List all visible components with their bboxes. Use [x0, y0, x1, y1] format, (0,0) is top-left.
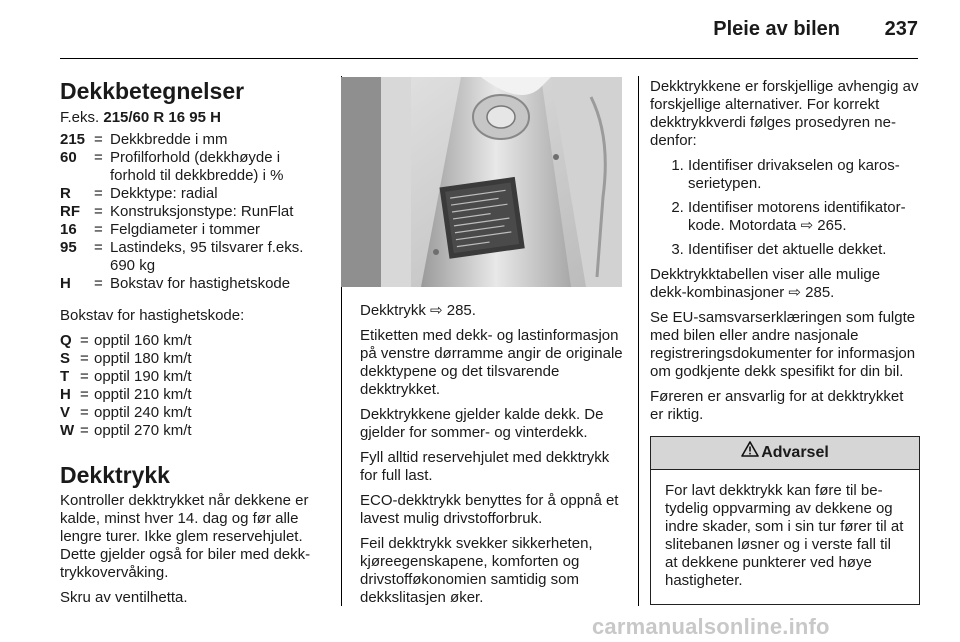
definition-row	[60, 149, 328, 185]
definition-text: Profilforhold (dekkhøyde i forhold til dekkbredde) i %	[110, 149, 284, 184]
definition-equals: =	[80, 404, 89, 421]
definition-key: S	[60, 350, 71, 367]
paragraph-driver-responsible: Føreren er ansvarlig for at dekktrykket er riktig.	[650, 388, 904, 423]
paragraph-pressure-ref: Dekktrykk ⇨ 285.	[360, 302, 476, 319]
heading-tyre-pressure: Dekktrykk	[60, 462, 170, 488]
designation-table	[60, 131, 328, 293]
warning-header	[651, 437, 919, 470]
definition-row	[60, 275, 328, 293]
paragraph-eco-pressure: ECO-dekktrykk benyttes for å oppnå et lavest mulig drivstofforbruk.	[360, 492, 619, 527]
paragraph-pressure-table: Dekktrykktabellen viser alle mulige dekk-kombinasjoner ⇨ 285.	[650, 266, 881, 301]
definition-equals: =	[94, 185, 103, 202]
definition-key: H	[60, 275, 71, 292]
definition-text: opptil 180 km/t	[94, 350, 192, 367]
example-code: 215/60 R 16 95 H	[103, 109, 221, 126]
definition-row	[60, 203, 328, 221]
definition-row	[60, 368, 192, 386]
definition-text: opptil 240 km/t	[94, 404, 192, 421]
definition-row	[60, 239, 328, 275]
header-rule	[60, 58, 918, 59]
definition-key: Q	[60, 332, 72, 349]
definition-equals: =	[80, 368, 89, 385]
definition-key: T	[60, 368, 70, 385]
watermark: carmanualsonline.info	[592, 614, 830, 639]
page-header	[60, 18, 918, 58]
column-2	[360, 302, 626, 614]
paragraph-valve-cap: Skru av ventilhetta.	[60, 589, 188, 606]
warning-box	[650, 436, 920, 605]
definition-row	[60, 221, 328, 239]
definition-equals: =	[94, 131, 103, 148]
header-title: Pleie av bilen	[713, 18, 840, 40]
definition-text: opptil 210 km/t	[94, 386, 192, 403]
speed-intro: Bokstav for hastighetskode:	[60, 307, 245, 324]
heading-tyre-designations: Dekkbetegnelser	[60, 78, 245, 104]
procedure-step: 1. Identifiser drivakselen og karosserietypen.	[688, 157, 920, 193]
definition-equals: =	[80, 422, 89, 439]
paragraph-check-pressure: Kontroller dekktrykket når dekkene er kalde, minst hver 14. dag og før alle lengre turer. Ikke glem reservehjulet. Dette gjelder også for biler med dekktrykkovervåking.	[60, 492, 311, 581]
door-frame-label-photo	[341, 77, 622, 287]
definition-row	[60, 332, 192, 350]
warning-title: Advarsel	[761, 444, 829, 462]
example-line	[60, 109, 328, 127]
definition-text: opptil 270 km/t	[94, 422, 192, 439]
page-number: 237	[884, 18, 918, 40]
definition-equals: =	[94, 239, 103, 256]
paragraph-spare-wheel: Fyll alltid reservehjulet med dekktrykk for full last.	[360, 449, 610, 484]
example-prefix: F.eks.	[60, 109, 100, 126]
definition-text: Dekkbredde i mm	[110, 131, 228, 148]
definition-row	[60, 185, 328, 203]
definition-equals: =	[94, 149, 103, 166]
definition-text: opptil 190 km/t	[94, 368, 192, 385]
definition-key: 95	[60, 239, 77, 256]
paragraph-label-info: Etiketten med dekk- og lastinformasjon på venstre dørramme angir de originale dekktypene og det tilsvarende dekktrykket.	[360, 327, 623, 398]
definition-text: Konstruksjonstype: RunFlat	[110, 203, 294, 220]
column-1	[60, 78, 328, 614]
warning-triangle-icon	[741, 437, 759, 469]
procedure-step: 3. Identifiser det aktuelle dekket.	[688, 241, 920, 259]
definition-equals: =	[94, 221, 103, 238]
paragraph-pressure-varies: Dekktrykkene er forskjellige avhengig av forskjellige alternativer. For korrekt dekktrykkverdi følges prosedyren nedenfor:	[650, 78, 919, 149]
definition-text: Bokstav for hastighetskode	[110, 275, 291, 292]
procedure-steps	[650, 157, 920, 259]
speed-table	[60, 332, 192, 440]
definition-row	[60, 350, 192, 368]
definition-key: RF	[60, 203, 80, 220]
definition-key: H	[60, 386, 71, 403]
column-3	[650, 78, 920, 605]
paragraph-cold-tyres: Dekktrykkene gjelder kalde dekk. De gjelder for sommer- og vinterdekk.	[360, 406, 604, 441]
door-frame-illustration	[341, 77, 622, 287]
warning-body: For lavt dekktrykk kan føre til betydelig oppvarming av dekkene og indre skader, som i sin tur fører til at slitebanen løsner og i verste fall til at dekkene punkterer ved høye hastigheter.	[665, 482, 904, 589]
definition-key: 16	[60, 221, 77, 238]
column-divider-2	[638, 76, 639, 606]
definition-row	[60, 386, 192, 404]
definition-text: Felgdiameter i tommer	[110, 221, 261, 238]
paragraph-eu-declaration: Se EU-samsvarserklæringen som fulgte med bilen eller andre nasjonale registreringsdokumenter for informasjon om godkjente dekk spesifikt for din bil.	[650, 309, 916, 380]
definition-row	[60, 404, 192, 422]
definition-equals: =	[94, 203, 103, 220]
paragraph-wrong-pressure: Feil dekktrykk svekker sikkerheten, kjøreegenskapene, komforten og drivstofføkonomien samtidig som dekkslitasjen øker.	[360, 535, 593, 606]
definition-key: R	[60, 185, 71, 202]
procedure-step: 2. Identifiser motorens identifikatorkode. Motordata ⇨ 265.	[688, 199, 920, 235]
definition-row	[60, 422, 192, 440]
definition-text: Lastindeks, 95 tilsvarer f.eks. 690 kg	[110, 239, 304, 274]
definition-equals: =	[80, 386, 89, 403]
definition-key: V	[60, 404, 71, 421]
definition-equals: =	[80, 350, 89, 367]
definition-equals: =	[94, 275, 103, 292]
definition-text: opptil 160 km/t	[94, 332, 192, 349]
definition-text: Dekktype: radial	[110, 185, 218, 202]
definition-key: W	[60, 422, 75, 439]
definition-key: 215	[60, 131, 86, 148]
definition-row	[60, 131, 328, 149]
definition-equals: =	[80, 332, 89, 349]
definition-key: 60	[60, 149, 77, 166]
